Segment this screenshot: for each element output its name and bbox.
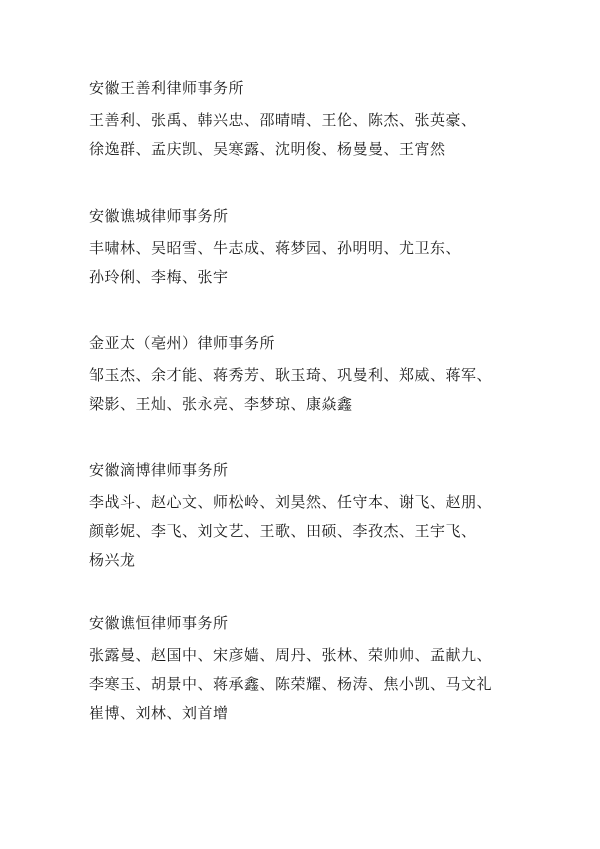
lawyer-names-line: 孙玲俐、李梅、张宇 — [89, 268, 229, 286]
lawyer-names-line: 张露曼、赵国中、宋彦嫱、周丹、张林、荣帅帅、孟献九、 — [89, 646, 493, 664]
lawyer-names-line: 丰啸林、吴昭雪、牛志成、蒋梦园、孙明明、尤卫东、 — [89, 239, 462, 257]
law-firm-section — [89, 207, 569, 286]
law-firm-section — [89, 461, 569, 569]
law-firm-section — [89, 334, 569, 413]
lawyer-names-line: 李寒玉、胡景中、蒋承鑫、陈荣耀、杨涛、焦小凯、马文礼 — [89, 675, 493, 693]
lawyer-names-line: 梁影、王灿、张永亮、李梦琼、康焱鑫 — [89, 395, 353, 413]
lawyer-names-line: 杨兴龙 — [89, 551, 136, 569]
lawyer-names-line: 崔博、刘林、刘首增 — [89, 704, 229, 722]
lawyer-names-line: 邹玉杰、余才能、蒋秀芳、耿玉琦、巩曼利、郑威、蒋军、 — [89, 366, 493, 384]
law-firm-section — [89, 614, 569, 722]
firm-name: 金亚太（亳州）律师事务所 — [89, 334, 276, 352]
firm-name: 安徽谯城律师事务所 — [89, 207, 229, 225]
firm-name: 安徽滴博律师事务所 — [89, 461, 229, 479]
law-firm-section — [89, 79, 569, 158]
lawyer-names-line: 徐逸群、孟庆凯、吴寒露、沈明俊、杨曼曼、王宵然 — [89, 140, 446, 158]
firm-name: 安徽王善利律师事务所 — [89, 79, 245, 97]
lawyer-names-line: 颜彰妮、李飞、刘文艺、王歌、田硕、李孜杰、王宇飞、 — [89, 522, 477, 540]
firm-name: 安徽谯恒律师事务所 — [89, 614, 229, 632]
lawyer-names-line: 王善利、张禹、韩兴忠、邵晴晴、王伦、陈杰、张英豪、 — [89, 111, 477, 129]
lawyer-names-line: 李战斗、赵心文、师松岭、刘昊然、任守本、谢飞、赵朋、 — [89, 493, 493, 511]
